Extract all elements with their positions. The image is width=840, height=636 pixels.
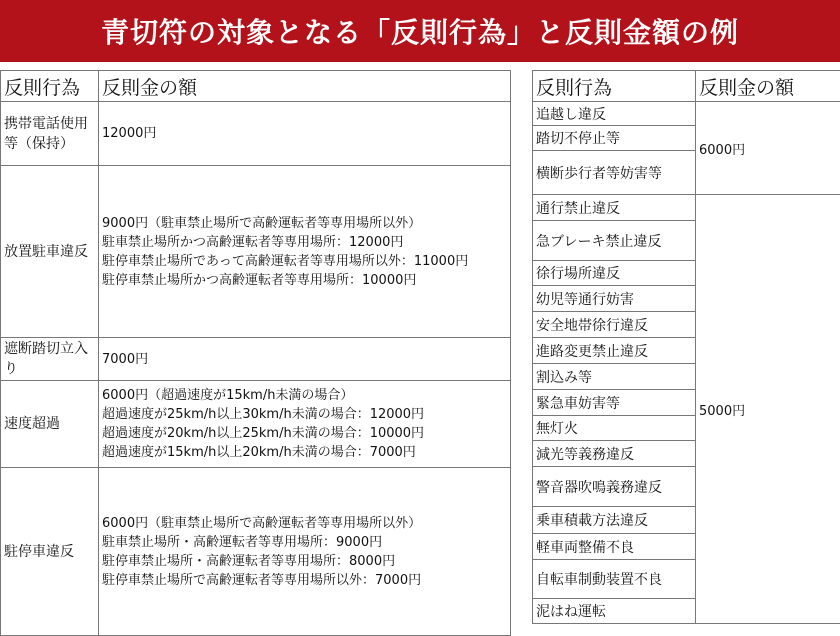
violation-name: 幼児等通行妨害 [533, 286, 696, 312]
violation-name: 携帯電話使用等（保持） [1, 102, 99, 166]
fine-amount: 6000円（駐車禁止場所で高齢運転者等専用場所以外） 駐車禁止場所・高齢運転者等専用場所：9000円 駐停車禁止場所・高齢運転者等専用場所：8000円 駐停車禁止場所で高齢運転者等専用場所以外：7000円 [99, 468, 511, 636]
violation-name: 駐停車違反 [1, 468, 99, 636]
fine-amount: 9000円（駐車禁止場所で高齢運転者等専用場所以外） 駐車禁止場所かつ高齢運転者等専用場所：12000円 駐停車禁止場所であって高齢運転者等専用場所以外：11000円 駐停車禁止場所かつ高齢運転者等専用場所：10000円 [99, 166, 511, 338]
violation-name: 徐行場所違反 [533, 261, 696, 286]
header-amount: 反則金の額 [696, 71, 840, 102]
violation-name: 割込み等 [533, 364, 696, 390]
fine-amount: 12000円 [99, 102, 511, 166]
violation-name: 軽車両整備不良 [533, 534, 696, 560]
violation-name: 通行禁止違反 [533, 195, 696, 221]
left-fine-table [0, 70, 511, 636]
page-title: 青切符の対象となる「反則行為」と反則金額の例 [101, 11, 739, 51]
table-header-row [533, 71, 840, 102]
table-row [1, 468, 511, 636]
title-banner [0, 0, 840, 62]
table-row [533, 195, 840, 221]
violation-name: 警音器吹鳴義務違反 [533, 467, 696, 507]
violation-name: 速度超過 [1, 381, 99, 468]
table-row [1, 338, 511, 381]
violation-name: 追越し違反 [533, 102, 696, 126]
table-row [1, 102, 511, 166]
violation-name: 乗車積載方法違反 [533, 507, 696, 534]
fine-amount: 5000円 [696, 195, 840, 624]
violation-name: 安全地帯徐行違反 [533, 312, 696, 338]
violation-name: 無灯火 [533, 416, 696, 441]
violation-name: 進路変更禁止違反 [533, 338, 696, 364]
fine-amount: 7000円 [99, 338, 511, 381]
table-row [1, 381, 511, 468]
violation-name: 遮断踏切立入り [1, 338, 99, 381]
violation-name: 急ブレーキ禁止違反 [533, 221, 696, 261]
header-act: 反則行為 [533, 71, 696, 102]
header-act: 反則行為 [1, 71, 99, 102]
fine-amount: 6000円 [696, 102, 840, 195]
violation-name: 放置駐車違反 [1, 166, 99, 338]
table-row [1, 166, 511, 338]
violation-name: 緊急車妨害等 [533, 390, 696, 416]
violation-name: 横断歩行者等妨害等 [533, 151, 696, 195]
table-header-row [1, 71, 511, 102]
violation-name: 自転車制動装置不良 [533, 560, 696, 599]
violation-name: 踏切不停止等 [533, 126, 696, 151]
fine-amount: 6000円（超過速度が15km/h未満の場合） 超過速度が25km/h以上30km/h未満の場合：12000円 超過速度が20km/h以上25km/h未満の場合：10000円 超過速度が15km/h以上20km/h未満の場合：7000円 [99, 381, 511, 468]
table-row [533, 102, 840, 126]
right-fine-table [532, 70, 840, 624]
header-amount: 反則金の額 [99, 71, 511, 102]
violation-name: 泥はね運転 [533, 599, 696, 624]
violation-name: 減光等義務違反 [533, 441, 696, 467]
